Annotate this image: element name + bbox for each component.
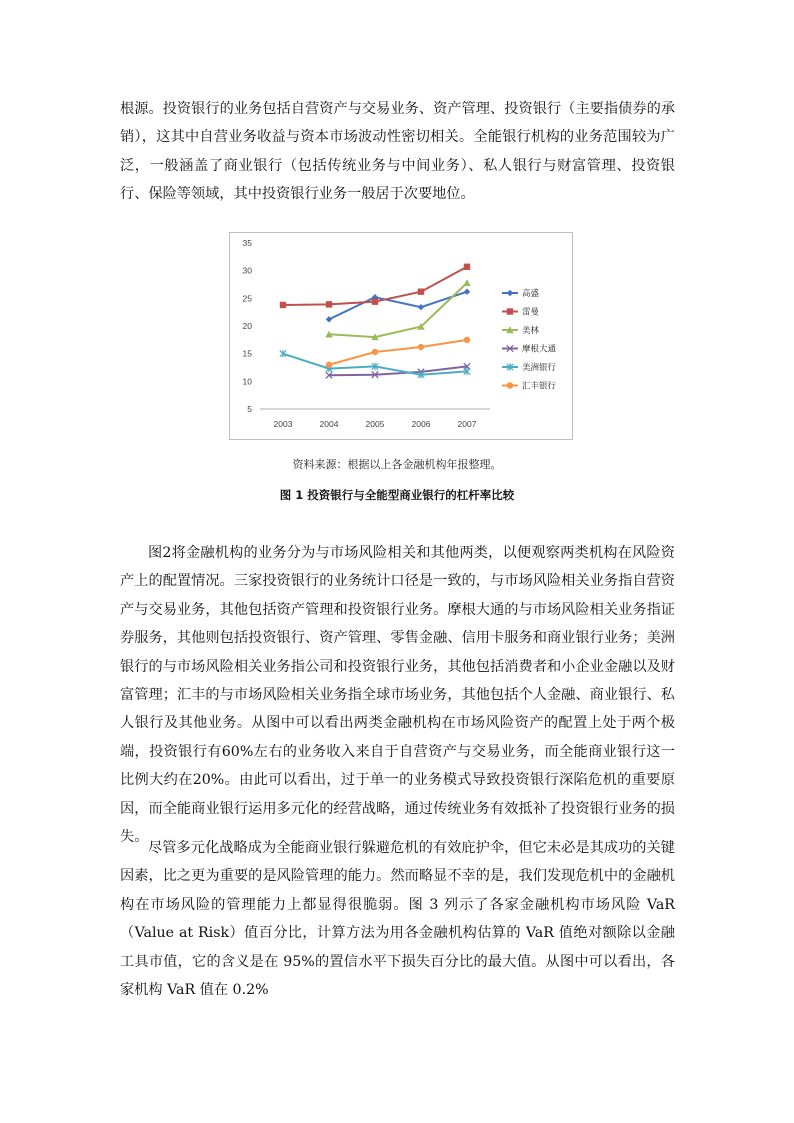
y-tick-label: 35 (242, 238, 252, 248)
legend-label: 美林 (522, 326, 540, 336)
data-point (418, 344, 424, 350)
y-tick-label: 5 (247, 404, 252, 414)
x-tick-label: 2006 (411, 419, 431, 429)
legend-marker (507, 290, 513, 296)
y-tick-label: 20 (242, 321, 252, 331)
data-point (418, 304, 424, 310)
data-point (372, 349, 378, 355)
data-point (326, 362, 332, 368)
chart-svg (230, 233, 572, 439)
legend-label: 雷曼 (522, 307, 540, 318)
series-line-5 (329, 340, 467, 365)
x-tick-label: 2004 (319, 419, 339, 429)
x-tick-label: 2007 (457, 419, 477, 429)
data-point (372, 298, 378, 304)
legend-label: 摩根大通 (522, 344, 557, 355)
y-tick-label: 15 (242, 348, 252, 359)
data-point (418, 288, 424, 294)
figure-caption: 图 1 投资银行与全能型商业银行的杠杆率比较 (279, 488, 515, 502)
legend-label: 美洲银行 (522, 363, 557, 373)
data-point (280, 302, 286, 308)
legend-label: 汇丰银行 (522, 381, 557, 392)
paragraph-2: 图2将金融机构的业务分为与市场风险相关和其他两类，以便观察两类机构在风险资产上的配置情况。三家投资银行的业务统计口径是一致的，与市场风险相关业务指自营资产与交易业务，其他包括资产管理和投资银行业务。摩根大通的与市场风险相关业务指证券服务，其他则包括投资银行、资产管理、零售金融、信用卡服务和商业银行业务；美洲银行的与市场风险相关业务指公司和投资银行业务，其他包括消费者和小企业金融以及财富管理；汇丰的与市场风险相关业务指全球市场业务，其他包括个人金融、商业银行、私人银行及其他业务。从图中可以看出两类金融机构在市场风险资产的配置上处于两个极端，投资银行有60%左右的业务收入来自于自营资产与交易业务，而全能商业银行这一比例大约在20%。由此可以看出，过于单一的业务模式导致投资银行深陷危机的重要原因，而全能商业银行运用多元化的经营战略，通过传统业务有效抵补了投资银行业务的损失。 (120, 545, 675, 846)
paragraph-3: 尽管多元化战略成为全能商业银行躲避危机的有效庇护伞，但它未必是其成功的关键因素，比之更为重要的是风险管理的能力。然而略显不幸的是，我们发现危机中的金融机构在市场风险的管理能力上都显得很脆弱。图 3 列示了各家金融机构市场风险 VaR（Value at Risk）值百分比，计算方法为用各金融机构估算的 VaR 值绝对额除以金融工具市值，它的含义是在 95%的置信水平下损失百分比的最大值。从图中可以看出，各家机构 VaR 值在 0.2% (120, 840, 675, 999)
y-tick-label: 25 (242, 293, 252, 304)
x-tick-label: 2003 (273, 419, 293, 429)
data-point (326, 316, 332, 322)
data-point (464, 288, 470, 294)
legend-marker (507, 308, 513, 314)
figure-source-note: 资料来源：根据以上各金融机构年报整理。 (292, 458, 502, 471)
data-point (464, 337, 470, 343)
data-point (463, 279, 470, 286)
paragraph-1: 根源。投资银行的业务包括自营资产与交易业务、资产管理、投资银行（主要指债券的承销），这其中自营业务收益与资本市场波动性密切相关。全能银行机构的业务范围较为广泛，一般涵盖了商业银行（包括传统业务与中间业务）、私人银行与财富管理、投资银行、保险等领域，其中投资银行业务一般居于次要地位。 (120, 101, 675, 203)
legend-marker (507, 382, 513, 388)
y-tick-label: 30 (242, 265, 252, 276)
data-point (326, 301, 332, 307)
y-tick-label: 10 (242, 376, 252, 387)
leverage-chart (229, 232, 573, 440)
x-tick-label: 2005 (365, 419, 385, 429)
data-point (464, 264, 470, 270)
legend-label: 高盛 (522, 289, 540, 299)
